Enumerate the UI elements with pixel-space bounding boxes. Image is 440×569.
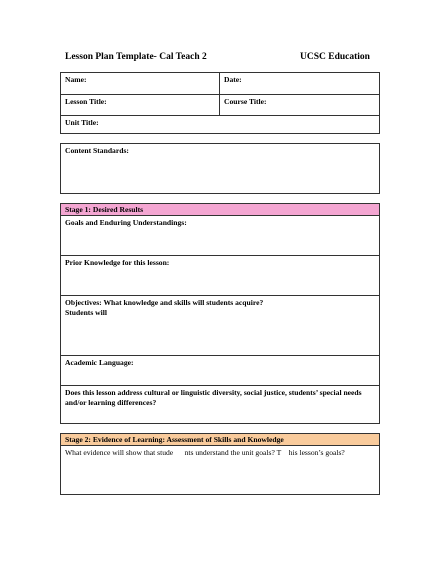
objectives-question[interactable]: Objectives: What knowledge and skills will students acquire? xyxy=(65,298,264,307)
lesson-title-field[interactable]: Lesson Title: xyxy=(61,95,220,115)
info-table xyxy=(60,72,380,134)
content-standards-field[interactable]: Content Standards: xyxy=(65,146,129,155)
course-title-field[interactable]: Course Title: xyxy=(224,97,267,106)
evidence-prompt[interactable]: What evidence will show that stude nts understand the unit goals? T his lesson’s goals? xyxy=(65,448,345,457)
organization-name: UCSC Education xyxy=(300,52,370,62)
stage1-heading: Stage 1: Desired Results xyxy=(61,204,379,215)
objectives-answer[interactable]: Students will xyxy=(65,308,107,317)
diversity-field[interactable]: Does this lesson address cultural or linguistic diversity, social justice, students’ special needs and/or learning differences? xyxy=(65,388,362,407)
date-field[interactable]: Date: xyxy=(224,75,242,84)
goals-field[interactable]: Goals and Enduring Understandings: xyxy=(65,218,187,227)
info-row-titles xyxy=(61,94,379,115)
unit-title-field[interactable]: Unit Title: xyxy=(65,118,99,127)
goals-row xyxy=(61,215,379,255)
prior-knowledge-field[interactable]: Prior Knowledge for this lesson: xyxy=(65,258,170,267)
content-standards-box xyxy=(60,143,380,194)
page-title: Lesson Plan Template- Cal Teach 2 xyxy=(65,52,207,62)
stage2-heading: Stage 2: Evidence of Learning: Assessment of Skills and Knowledge xyxy=(61,434,379,445)
objectives-row xyxy=(61,295,379,355)
diversity-row xyxy=(61,385,379,423)
info-row-name-date xyxy=(61,73,379,94)
info-row-unit xyxy=(61,115,379,134)
prior-knowledge-row xyxy=(61,255,379,295)
academic-language-field[interactable]: Academic Language: xyxy=(65,358,134,367)
academic-language-row xyxy=(61,355,379,385)
stage1-section xyxy=(60,203,380,424)
name-field[interactable]: Name: xyxy=(61,73,220,94)
evidence-row xyxy=(61,445,379,494)
stage2-section xyxy=(60,433,380,495)
